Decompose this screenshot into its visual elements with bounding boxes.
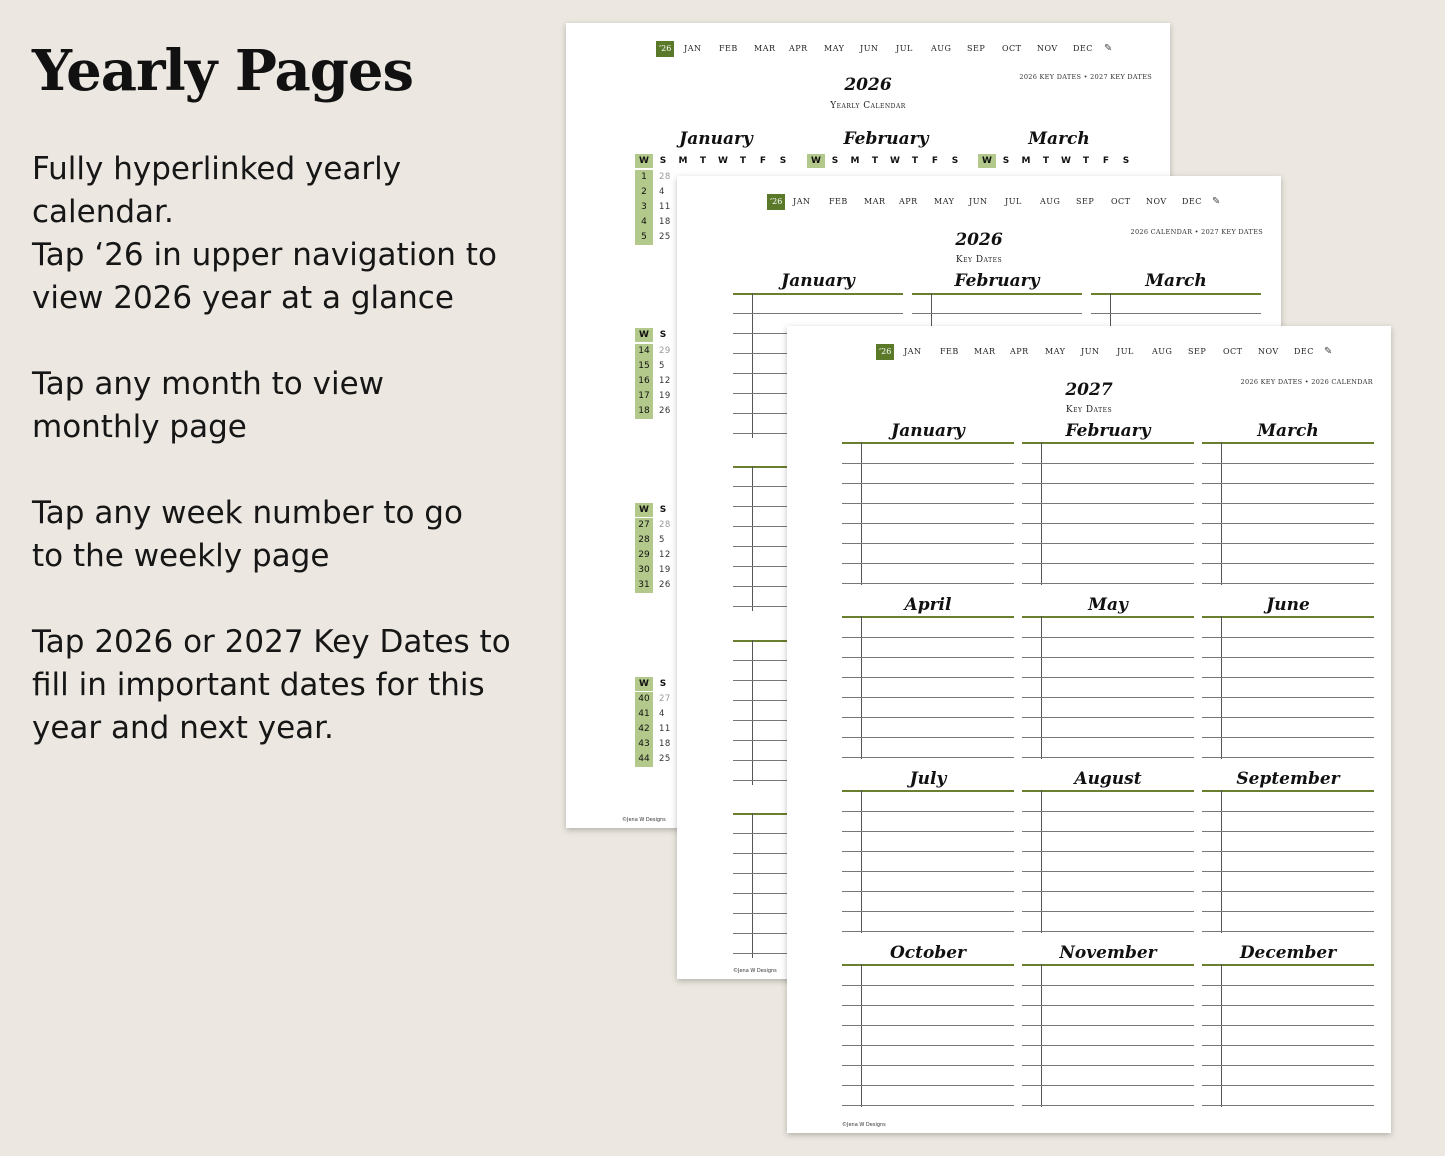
- month-title-july[interactable]: July: [909, 769, 947, 789]
- key-dates-box-july[interactable]: [842, 790, 1014, 933]
- feature-text-2: Tap ‘26 in upper navigation to view 2026 year at a glance: [32, 237, 497, 316]
- nav-month-nov[interactable]: NOV: [1037, 44, 1058, 53]
- nav-month-sep[interactable]: SEP: [1188, 347, 1207, 356]
- nav-month-feb[interactable]: FEB: [719, 44, 738, 53]
- copyright: ©Jena W Designs: [622, 817, 666, 823]
- key-dates-box-january[interactable]: [842, 442, 1014, 585]
- nav-month-oct[interactable]: OCT: [1002, 44, 1022, 53]
- nav-month-dec[interactable]: DEC: [1294, 347, 1314, 356]
- month-title-february[interactable]: February: [954, 271, 1040, 291]
- nav-month-sep[interactable]: SEP: [1076, 197, 1095, 206]
- page-title: 2027: [1065, 380, 1113, 400]
- week-number[interactable]: 18: [638, 406, 650, 416]
- nav-month-dec[interactable]: DEC: [1073, 44, 1093, 53]
- month-title-march[interactable]: March: [1028, 129, 1090, 149]
- week-number[interactable]: 15: [638, 361, 650, 371]
- feature-text-1: Fully hyperlinked yearly calendar.: [32, 151, 402, 230]
- week-number-column: [635, 170, 653, 245]
- nav-month-aug[interactable]: AUG: [1040, 197, 1061, 206]
- nav-month-apr[interactable]: APR: [789, 44, 808, 53]
- day-number: 19: [659, 565, 671, 575]
- top-navigation: [566, 41, 1170, 57]
- week-number[interactable]: 29: [638, 550, 650, 560]
- week-number-column: [635, 518, 653, 593]
- month-title-march[interactable]: March: [1257, 421, 1319, 441]
- nav-month-mar[interactable]: MAR: [754, 44, 776, 53]
- week-number[interactable]: 30: [638, 565, 650, 575]
- key-dates-box-october[interactable]: [842, 964, 1014, 1107]
- nav-month-may[interactable]: MAY: [824, 44, 845, 53]
- weekday-header-january: W S M T W T F S: [635, 154, 793, 168]
- week-number[interactable]: 28: [638, 535, 650, 545]
- week-number[interactable]: 2: [641, 187, 647, 197]
- month-title-may[interactable]: May: [1088, 595, 1128, 615]
- nav-year-tab[interactable]: ‘26: [876, 344, 894, 360]
- key-dates-2027-page: [787, 326, 1391, 1133]
- day-number: 28: [659, 520, 671, 530]
- month-title-december[interactable]: December: [1239, 943, 1337, 963]
- page-subtitle: Key Dates: [955, 255, 1003, 265]
- key-dates-box-may[interactable]: [1022, 616, 1194, 759]
- weekday-header-october: W S: [635, 677, 673, 691]
- week-number[interactable]: 31: [638, 580, 650, 590]
- key-dates-box-june[interactable]: [1202, 616, 1374, 759]
- nav-month-may[interactable]: MAY: [934, 197, 955, 206]
- nav-month-apr[interactable]: APR: [1010, 347, 1029, 356]
- nav-month-feb[interactable]: FEB: [940, 347, 959, 356]
- day-number: 25: [659, 232, 671, 242]
- key-dates-box-september[interactable]: [1202, 790, 1374, 933]
- nav-month-jul[interactable]: JUL: [1117, 347, 1134, 356]
- day-number: 12: [659, 376, 671, 386]
- week-number[interactable]: 1: [641, 172, 647, 182]
- nav-month-nov[interactable]: NOV: [1258, 347, 1279, 356]
- top-navigation: [787, 344, 1391, 360]
- day-number: 11: [659, 724, 671, 734]
- sunday-column: [659, 692, 671, 767]
- pen-icon[interactable]: ✎: [1212, 196, 1221, 207]
- weekday-header-july: W S: [635, 503, 673, 517]
- feature-text-4: Tap any week number to go to the weekly page: [32, 495, 463, 574]
- pen-icon[interactable]: ✎: [1104, 43, 1113, 54]
- nav-month-sep[interactable]: SEP: [967, 44, 986, 53]
- nav-month-apr[interactable]: APR: [899, 197, 918, 206]
- month-title-october[interactable]: October: [889, 943, 966, 963]
- nav-month-feb[interactable]: FEB: [829, 197, 848, 206]
- nav-month-mar[interactable]: MAR: [864, 197, 886, 206]
- week-number[interactable]: 14: [638, 346, 650, 356]
- page-heading: Yearly Pages: [32, 38, 414, 104]
- week-number[interactable]: 42: [638, 724, 650, 734]
- nav-month-nov[interactable]: NOV: [1146, 197, 1167, 206]
- weekday-header-april: W S: [635, 328, 673, 342]
- nav-month-jan[interactable]: JAN: [793, 197, 811, 206]
- week-number[interactable]: 27: [638, 520, 650, 530]
- week-number-column: [635, 692, 653, 767]
- page-title: 2026: [844, 75, 892, 95]
- key-dates-links[interactable]: 2026 KEY DATES • 2026 CALENDAR: [1240, 378, 1373, 386]
- nav-month-jun[interactable]: JUN: [860, 44, 879, 53]
- day-number: 29: [659, 346, 671, 356]
- day-number: 18: [659, 739, 671, 749]
- nav-month-jan[interactable]: JAN: [684, 44, 702, 53]
- nav-month-jul[interactable]: JUL: [1005, 197, 1022, 206]
- key-dates-box-november[interactable]: [1022, 964, 1194, 1107]
- week-number[interactable]: 41: [638, 709, 650, 719]
- week-number[interactable]: 44: [638, 754, 650, 764]
- copyright: ©Jena W Designs: [733, 968, 777, 974]
- copyright: ©Jena W Designs: [842, 1122, 886, 1128]
- day-number: 5: [659, 361, 665, 371]
- sunday-column: [659, 344, 671, 419]
- month-title-february[interactable]: February: [843, 129, 929, 149]
- nav-month-jul[interactable]: JUL: [896, 44, 913, 53]
- week-number[interactable]: 4: [641, 217, 647, 227]
- top-navigation: [677, 194, 1281, 210]
- day-number: 18: [659, 217, 671, 227]
- week-number[interactable]: 3: [641, 202, 647, 212]
- nav-month-may[interactable]: MAY: [1045, 347, 1066, 356]
- sunday-column: [659, 518, 671, 593]
- month-title-september[interactable]: September: [1236, 769, 1340, 789]
- feature-text-5: Tap 2026 or 2027 Key Dates to fill in important dates for this year and next year.: [32, 624, 511, 746]
- day-number: 27: [659, 694, 671, 704]
- day-number: 11: [659, 202, 671, 212]
- sunday-column: [659, 170, 671, 245]
- week-number[interactable]: 40: [638, 694, 650, 704]
- nav-month-jan[interactable]: JAN: [904, 347, 922, 356]
- month-title-march[interactable]: March: [1145, 271, 1207, 291]
- month-title-january[interactable]: January: [781, 271, 855, 291]
- key-dates-links[interactable]: 2026 KEY DATES • 2027 KEY DATES: [1019, 73, 1152, 81]
- week-number[interactable]: 16: [638, 376, 650, 386]
- nav-year-tab[interactable]: ‘26: [656, 41, 674, 57]
- month-title-june[interactable]: June: [1266, 595, 1310, 615]
- day-number: 25: [659, 754, 671, 764]
- nav-month-mar[interactable]: MAR: [974, 347, 996, 356]
- weekday-header-march: W S M T W T F S: [978, 154, 1136, 168]
- page-subtitle: Key Dates: [1065, 405, 1113, 415]
- week-number[interactable]: 43: [638, 739, 650, 749]
- day-number: 19: [659, 391, 671, 401]
- week-number[interactable]: 5: [641, 232, 647, 242]
- page-title: 2026: [955, 230, 1003, 250]
- day-number: 26: [659, 406, 671, 416]
- feature-text-3: Tap any month to view monthly page: [32, 366, 385, 445]
- month-title-august[interactable]: August: [1074, 769, 1142, 789]
- day-number: 5: [659, 535, 665, 545]
- pen-icon[interactable]: ✎: [1324, 346, 1333, 357]
- page-subtitle: Yearly Calendar: [830, 101, 906, 111]
- nav-month-dec[interactable]: DEC: [1182, 197, 1202, 206]
- month-title-january[interactable]: January: [679, 129, 753, 149]
- key-dates-box-december[interactable]: [1202, 964, 1374, 1107]
- day-number: 28: [659, 172, 671, 182]
- nav-month-aug[interactable]: AUG: [931, 44, 952, 53]
- day-number: 12: [659, 550, 671, 560]
- nav-month-oct[interactable]: OCT: [1111, 197, 1131, 206]
- key-dates-box-april[interactable]: [842, 616, 1014, 759]
- nav-month-jun[interactable]: JUN: [969, 197, 988, 206]
- key-dates-box-august[interactable]: [1022, 790, 1194, 933]
- day-number: 26: [659, 580, 671, 590]
- week-number-column: [635, 344, 653, 419]
- weekday-header-february: W S M T W T F S: [807, 154, 965, 168]
- nav-month-jun[interactable]: JUN: [1081, 347, 1100, 356]
- nav-month-aug[interactable]: AUG: [1152, 347, 1173, 356]
- month-title-january[interactable]: January: [891, 421, 965, 441]
- month-title-february[interactable]: February: [1065, 421, 1151, 441]
- calendar-links[interactable]: 2026 CALENDAR • 2027 KEY DATES: [1130, 228, 1263, 236]
- nav-year-tab[interactable]: ‘26: [767, 194, 785, 210]
- key-dates-box-march[interactable]: [1202, 442, 1374, 585]
- week-number[interactable]: 17: [638, 391, 650, 401]
- key-dates-box-february[interactable]: [1022, 442, 1194, 585]
- nav-month-oct[interactable]: OCT: [1223, 347, 1243, 356]
- day-number: 4: [659, 709, 665, 719]
- day-number: 4: [659, 187, 665, 197]
- month-title-april[interactable]: April: [904, 595, 952, 615]
- month-title-november[interactable]: November: [1059, 943, 1157, 963]
